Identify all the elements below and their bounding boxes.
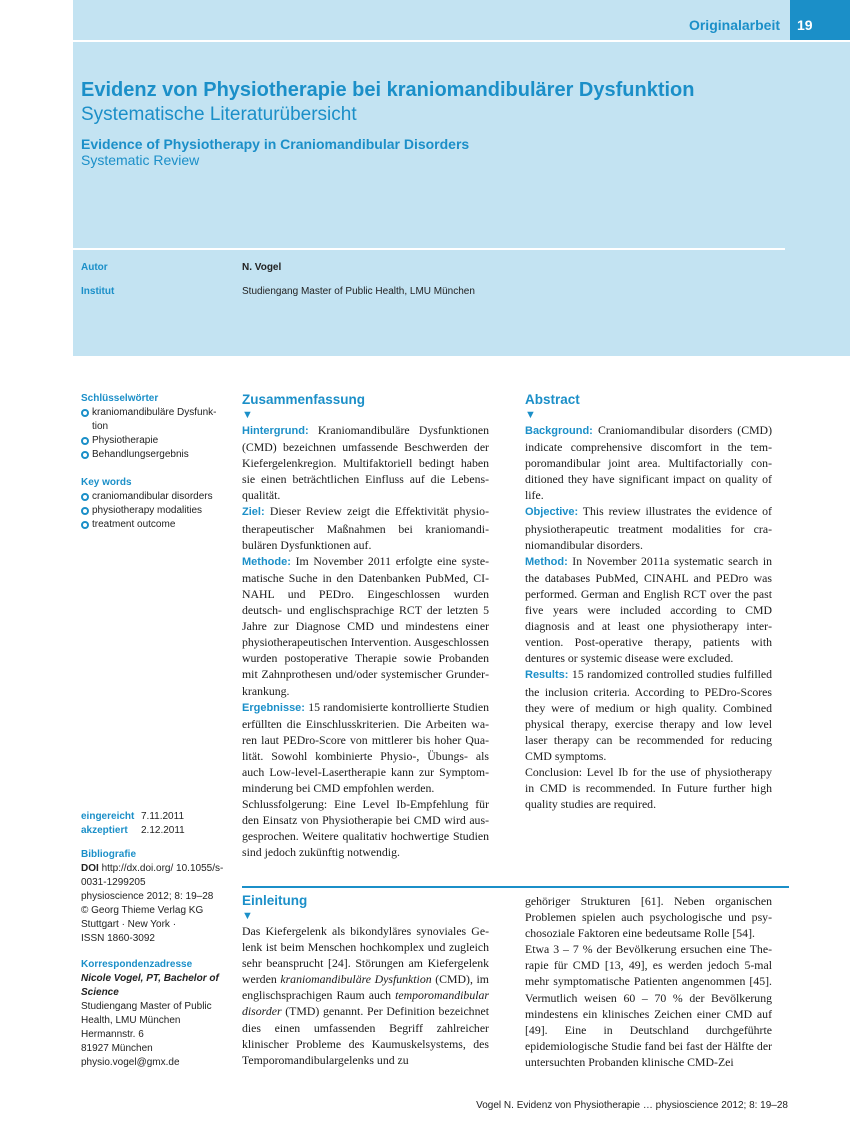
ziel-label: Ziel: [242,506,265,519]
keyword-en: craniomandibular disorders [81,490,221,504]
abstract-column [525,392,772,812]
keyword-sidebar [81,392,221,532]
einleitung-paragraph: Das Kiefergelenk als bikondyläres synoviales Gelenk ist beim Menschen hochkomplex und zugleich sehr beansprucht [24]. Störungen am Kiefergelenk werden kraniomandibuläre Dysfunktion (CMD), im englischsprachigen Raum auch temporomandibular disorder (TMD) genannt. Per Definition bezeichnet dies einen umfassenden Begriff zahlreicher klinischer Probleme des Kaumuskelsystems, des Temporomandibulargelenks und zu [242,924,489,1067]
author-name: N. Vogel [242,262,282,273]
zusammenfassung-column [242,392,489,861]
background-text: Craniomandibular disorders (CMD) indicate comprehensive discomfort in the temporomandibular joint area. Multifactorially conditioned they have significant impact on quality of life. [525,423,773,503]
title-english: Evidence of Physiotherapy in Craniomandibular Disorders [81,136,470,152]
doi-label: DOI [81,863,99,874]
conclusion-text: Conclusion: Level Ib for the use of physiotherapy in CMD is recommended. In Future further high quality studies are required. [525,764,772,812]
author-label: Autor [81,262,108,273]
correspondence-email[interactable]: physio.vogel@gmx.de [81,1057,180,1068]
copyright: © Georg Thieme Verlag KG [81,905,204,916]
title-german: Evidenz von Physiotherapie bei kraniomandibulärer Dysfunktion [81,79,695,101]
triangle-icon: ▼ [242,910,253,922]
submitted-label: eingereicht [81,811,135,822]
keyword-en: physiotherapy modalities [81,504,221,518]
einleitung-column-right [525,893,772,1070]
methode-label: Methode: [242,555,291,568]
subtitle-english: Systematic Review [81,152,200,168]
publisher-place: Stuttgart · New York · [81,919,177,930]
objective-label: Objective: [525,506,579,519]
method-label: Method: [525,555,568,568]
header-band [73,0,790,40]
accepted-date: 2.12.2011 [141,825,185,836]
section-rule [242,886,789,888]
keyword-de: Physiotherapie [81,434,221,448]
einleitung-heading: Einleitung [242,893,308,908]
keyword-de: Behandlungsergebnis [81,448,221,462]
correspondence-line: Hermannstr. 6 [81,1029,144,1040]
institute-label: Institut [81,286,115,297]
correspondence-name: Nicole Vogel, PT, Bachelor of Science [81,973,219,998]
keywords-de-heading: Schlüsselwörter [81,393,159,404]
page-footer: Vogel N. Evidenz von Physiotherapie … physioscience 2012; 8: 19–28 [476,1100,788,1111]
page-number: 19 [797,17,813,33]
ergebnisse-text: 15 randomisierte kontrollierte Studien erfüllten die Einschlusskriterien. Die Arbeiten waren laut PEDro-Score von mittlerer bis hoher Qualität. Sowohl kombinierte Physio-, Übungs- als auch Low-level-Lasertherapie kann zur Symptomminderung bei CMD empfohlen werden. [242,699,489,796]
submitted-date: 7.11.2011 [141,811,185,822]
method-text: In November 2011a systematic search in the databases PubMed, CINAHL and PEDro was performed. German and English RCT over the past five years were included according to CMD diagnosis and at least one physiotherapy intervention. Post-operative therapy, patients with dentures or systemic disease were excluded. [525,553,773,666]
correspondence-heading: Korrespondenzadresse [81,959,193,970]
einleitung-column-left [242,893,489,1068]
objective-text: This review illustrates the evidence of physiotherapeutic treatment modalities for craniomandibular disorders. [525,504,772,552]
issn: ISSN 1860-3092 [81,933,155,944]
keywords-en-list [81,490,221,532]
doi-link[interactable]: http://dx.doi.org/ 10.1055/s-0031-1299205 [81,863,224,888]
section-label: Originalarbeit [688,17,780,33]
results-text: 15 randomized controlled studies fulfilled the inclusion criteria. According to PEDro-Scores they were of medium or high quality. Combined physical therapy, exercise therapy and low level laser therapy can be recommended for reducing CMD symptoms. [525,667,773,763]
hintergrund-label: Hintergrund: [242,425,309,437]
title-divider [73,248,785,250]
ergebnisse-label: Ergebnisse: [242,701,305,714]
ziel-text: Dieser Review zeigt die Effektivität physiotherapeutischer Maßnahmen bei kraniomandibulären Dysfunktionen auf. [242,504,489,552]
methode-text: Im November 2011 erfolgte eine systematische Suche in den Datenbanken PubMed, CINAHL und PEDro. Eingeschlossen wurden deutsch- und englischsprachige RCT der letzten 5 Jahre zur Diagnose CMD und mindestens einer physiotherapeutischen Intervention. Ausgeschlossen wurden postoperative Therapie sowie Probanden mit Zahnprothesen und/oder systemischer Grunderkrankung. [242,553,489,698]
submission-dates [81,810,231,838]
einleitung-paragraph: Etwa 3 – 7 % der Bevölkerung ersuchen eine Therapie für CMD [13, 49], es werden jedoch 5-mal mehr symptomatische Patienten angenommen [45]. Vermutlich weisen 60 – 70 % der Bevölkerung mindestens ein klinisches Zeichen einer CMD auf [49]. Eine in Deutschland durchgeführte epidemiologische Studie fand bei fast der Hälfte der untersuchten Probanden klinische CMD-Zei [525,942,772,1069]
institute-name: Studiengang Master of Public Health, LMU München [242,286,475,297]
citation: physioscience 2012; 8: 19–28 [81,891,214,902]
abstract-heading: Abstract [525,392,580,407]
accepted-label: akzeptiert [81,825,128,836]
keyword-de: kraniomandibuläre Dysfunktion [81,406,221,434]
hintergrund-text: Kraniomandibuläre Dysfunktionen (CMD) bezeichnen umfassende Beschwerden der Kiefergelenkregion. Multifaktoriell bedingt haben sie einen beträchtlichen Einfluss auf die Lebensqualität. [242,423,489,503]
triangle-icon: ▼ [242,409,253,421]
triangle-icon: ▼ [525,409,536,421]
einleitung-paragraph: gehöriger Strukturen [61]. Neben organischen Problemen spielen auch psychologische und psychosoziale Faktoren eine bedeutsame Rolle [54]. [525,894,772,941]
zusammenfassung-heading: Zusammenfassung [242,392,366,407]
subtitle-german: Systematische Literaturübersicht [81,104,357,125]
correspondence-line: Studiengang Master of Public Health, LMU München [81,1001,212,1026]
background-label: Background: [525,425,593,437]
keywords-de-list [81,406,221,462]
results-label: Results: [525,669,569,682]
keywords-en-heading: Key words [81,477,132,488]
schlussfolgerung-text: Schlussfolgerung: Eine Level Ib-Empfehlung für den Einsatz von Physiotherapie bei CMD wird ausgesprochen. Weitere qualitativ hochwertige Studien sind jedoch zukünftig notwendig. [242,797,489,860]
bibliography-heading: Bibliografie [81,849,137,860]
correspondence-line: 81927 München [81,1043,153,1054]
bibliography-block [81,848,231,946]
correspondence-block [81,958,231,1070]
keyword-en: treatment outcome [81,518,221,532]
